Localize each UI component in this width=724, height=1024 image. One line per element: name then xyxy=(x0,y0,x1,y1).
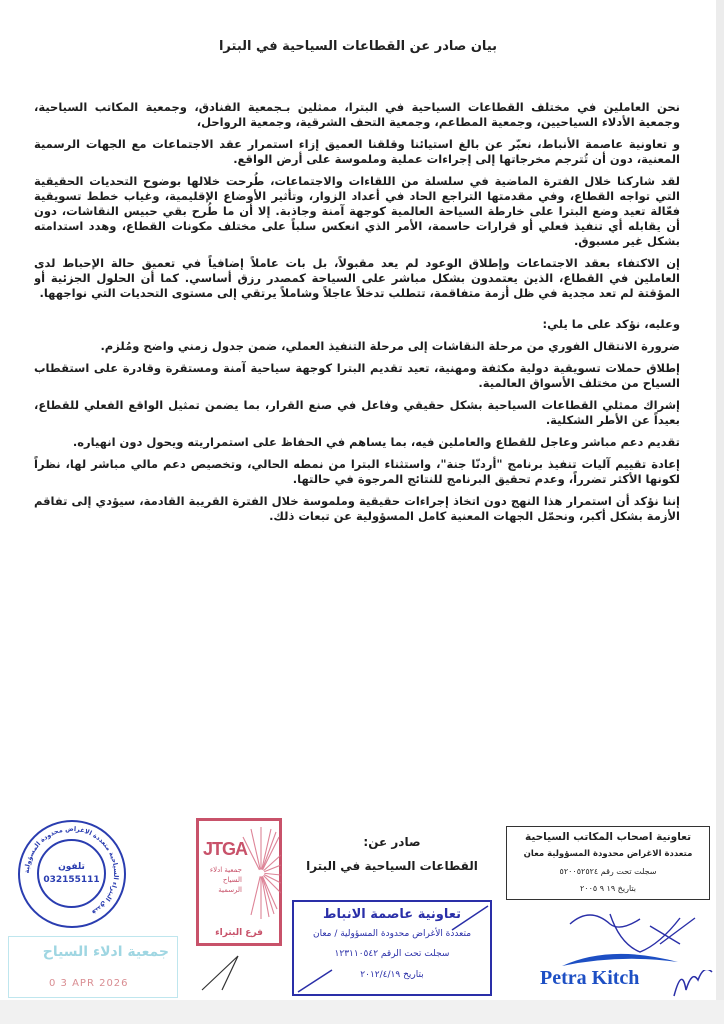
issued-by-block xyxy=(292,830,492,878)
demands-intro: وعليه، نؤكد على ما يلي: xyxy=(542,317,680,331)
signature-stroke-icon xyxy=(670,970,714,998)
paragraph-concern: و تعاونية عاصمة الأنباط، نعبّر عن بالغ استيائنا وقلقنا العميق إزاء استمرار عقد الاجتماعات مع الجهات الرسمية المعنية، دون أن تُترجم مخرجاتها إلى إجراءات عملية وملموسة على أرض الواقع. xyxy=(34,137,680,166)
jtga-logo: JTGA xyxy=(203,839,248,859)
demand-item: إشراك ممثلي القطاعات السياحية بشكل حقيقي وفاعل في صنع القرار، بما يضمن تمثيل الواقع الفعلي للقطاع، بعيداً عن الأطر الشكلية. xyxy=(34,398,680,427)
offices-registration: سجلت تحت رقم ٥٢٠٠٥٢٥٢٤ xyxy=(559,867,657,876)
offices-name: تعاونية اصحاب المكاتب السياحية xyxy=(524,831,692,843)
demand-item: تقديم دعم مباشر وعاجل للقطاع والعاملين فيه، بما يساهم في الحفاظ على استمراريته ويحول دون انهياره. xyxy=(72,435,680,449)
anbat-name: تعاونية عاصمة الانباط xyxy=(323,907,461,922)
page-edge-shadow xyxy=(716,0,724,1000)
petra-kitchen-logo-arc-icon xyxy=(560,948,680,968)
anbat-type: متعددة الأغراض محدودة المسؤولية / معان xyxy=(312,929,472,939)
jtga-subtitle: جمعية ادلاء السياح الرسمية xyxy=(209,866,242,894)
document-title: بيان صادر عن القطاعات السياحية في البترا xyxy=(218,39,498,54)
tourist-offices-stamp xyxy=(506,826,710,900)
paragraph-promises: إن الاكتفاء بعقد الاجتماعات وإطلاق الوعود لم يعد مقبولاً، بل بات عاملاً إضافياً في تعميق حالة الإحباط لدى العاملين في القطاع، الذين يعتمدون بشكل مباشر على السياحة كمصدر رزق أساسي. كما أن الحلول الجزئية أو المؤقتة لم تعد مجدية في ظل أزمة متفاقمة، تتطلب تدخلاً عاجلاً وشاملاً يرتقي إلى مستوى التحديات التي نواجهها. xyxy=(34,256,680,300)
stamp-date: 0 3 APR 2026 xyxy=(49,978,129,989)
petra-kitchen-logo: Petra Kitch xyxy=(540,967,640,989)
scan-bottom-band xyxy=(0,1000,724,1024)
issued-by-name: القطاعات السياحية في البترا xyxy=(306,859,478,873)
circle-stamp-ring-text: فندق البتراء السياحية متعددة الاغراض محدودة المسؤولية xyxy=(22,824,121,917)
guides-association-stamp xyxy=(8,936,178,998)
jtga-stamp xyxy=(196,818,282,946)
issued-by-label: صادر عن: xyxy=(363,835,421,849)
circle-stamp-center xyxy=(37,839,106,908)
anbat-registration: سجلت تحت الرقم ١٢٣١١٠٥٤٢ xyxy=(334,949,450,959)
closing-paragraph: إننا نؤكد أن استمرار هذا النهج دون اتخاذ إجراءات حقيقية وملموسة خلال الفترة القريبة القادمة، سيؤدي إلى تفاقم الأزمة بشكل أكبر، ونحمّل الجهات المعنية كامل المسؤولية عن تبعات ذلك. xyxy=(34,494,680,523)
circle-stamp xyxy=(18,820,126,928)
demand-item: إعادة تقييم آليات تنفيذ برنامج "أردنّا جنة"، واستثناء البترا من نمطه الحالي، وتخصيص دعم مالي مباشر لها، نظراً لكونها الأكثر تضرراً، وعدم تحقيق البرنامج للنتائج المرجوة في حالتها. xyxy=(34,457,680,486)
offices-date: بتاريخ ١٩ ٩ ٢٠٠٥ xyxy=(579,884,637,893)
guides-association-name: جمعية ادلاء السياح xyxy=(42,944,169,960)
jtga-footer: فرع البتراء xyxy=(215,928,263,938)
signature-icon xyxy=(292,900,492,996)
demand-item: إطلاق حملات تسويقية دولية مكثفة ومهنية، تعيد تقديم البترا كوجهة سياحية آمنة ومستقرة وقادرة على استقطاب السياح من مختلف الأسواق العالمية. xyxy=(34,361,680,390)
document-body xyxy=(34,100,680,806)
phone-number: 032155111 xyxy=(43,874,100,885)
paragraph-intro: نحن العاملين في مختلف القطاعات السياحية في البترا، ممثلين بـجمعية الفنادق، وجمعية المكاتب السياحية، وجمعية الأدلاء السياحيين، وجمعية المطاعم، وجمعية التحف الشرقية، وجمعية الرواحل، xyxy=(34,100,680,129)
signature-arrow-icon xyxy=(200,952,240,992)
paragraph-meetings: لقد شاركنا خلال الفترة الماضية في سلسلة من اللقاءات والاجتماعات، طُرحت خلالها بوضوح التحديات الحقيقية التي تواجه القطاع، وفي مقدمتها التراجع الحاد في أعداد الزوار، وتأثير الأوضاع الإقليمية، وغياب خطط تسويقية فعّالة تعيد وضع البترا على خارطة السياحة العالمية كوجهة آمنة وجاذبة. إلا أن ما طُرح بقي حبيس النقاشات، دون أن يقابله أي تنفيذ فعلي أو قرارات حاسمة، الأمر الذي انعكس سلباً على مختلف مكونات القطاع، وهدد استدامته بشكل غير مسبوق. xyxy=(34,174,680,248)
offices-type: متعددة الاغراض محدودة المسؤولية معان xyxy=(523,849,693,859)
anbat-date: بتاريخ ٢٠١٢/٤/١٩ xyxy=(360,970,424,980)
phone-label: تلفون xyxy=(58,861,85,872)
demand-item: ضرورة الانتقال الفوري من مرحلة النقاشات إلى مرحلة التنفيذ العملي، ضمن جدول زمني واضح ومُلزم. xyxy=(100,339,680,353)
